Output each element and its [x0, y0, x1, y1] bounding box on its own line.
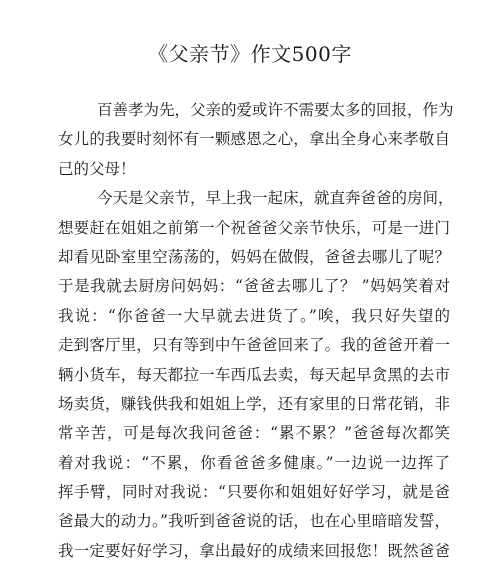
- essay-line: 辆小货车，每天都拉一车西瓜去卖，每天起早贪黑的去市: [58, 365, 450, 384]
- essay-line: 场卖货，赚钱供我和姐姐上学，还有家里的日常花销，非: [58, 394, 450, 413]
- essay-line: 着对我说：“不累，你看爸爸多健康。”一边说一边挥了: [58, 453, 450, 472]
- essay-line: 却看见卧室里空荡荡的，妈妈在做假，爸爸去哪儿了呢？: [58, 247, 450, 266]
- essay-line: 爸最大的动力。”我听到爸爸说的话，也在心里暗暗发誓，: [58, 512, 450, 531]
- essay-line: 女儿的我要时刻怀有一颗感恩之心，拿出全身心来孝敬自: [58, 130, 450, 149]
- essay-line: 我说：“你爸爸一大早就去进货了。”唉，我只好失望的: [58, 306, 450, 325]
- essay-line: 常辛苦，可是每次我问爸爸：“累不累？”爸爸每次都笑: [58, 424, 450, 443]
- essay-line: 百善孝为先，父亲的爱或许不需要太多的回报，作为: [97, 101, 454, 119]
- essay-line: 己的父母！: [58, 159, 136, 178]
- essay-line: 走到客厅里，只有等到中午爸爸回来了。我的爸爸开着一: [58, 336, 450, 355]
- essay-body: [58, 96, 454, 566]
- essay-line: 今天是父亲节，早上我一起床，就直奔爸爸的房间，: [97, 189, 454, 208]
- document-title: 《父亲节》作文500字: [148, 42, 352, 66]
- essay-line: 想要赶在姐姐之前第一个祝爸爸父亲节快乐，可是一进门: [58, 218, 450, 237]
- essay-line: 于是我就去厨房问妈妈：“爸爸去哪儿了？ ”妈妈笑着对: [58, 277, 450, 296]
- essay-line: 我一定要好好学习，拿出最好的成绩来回报您！既然爸爸: [58, 541, 450, 560]
- essay-line: 挥手臂，同时对我说：“只要你和姐姐好好学习，就是爸: [58, 483, 450, 502]
